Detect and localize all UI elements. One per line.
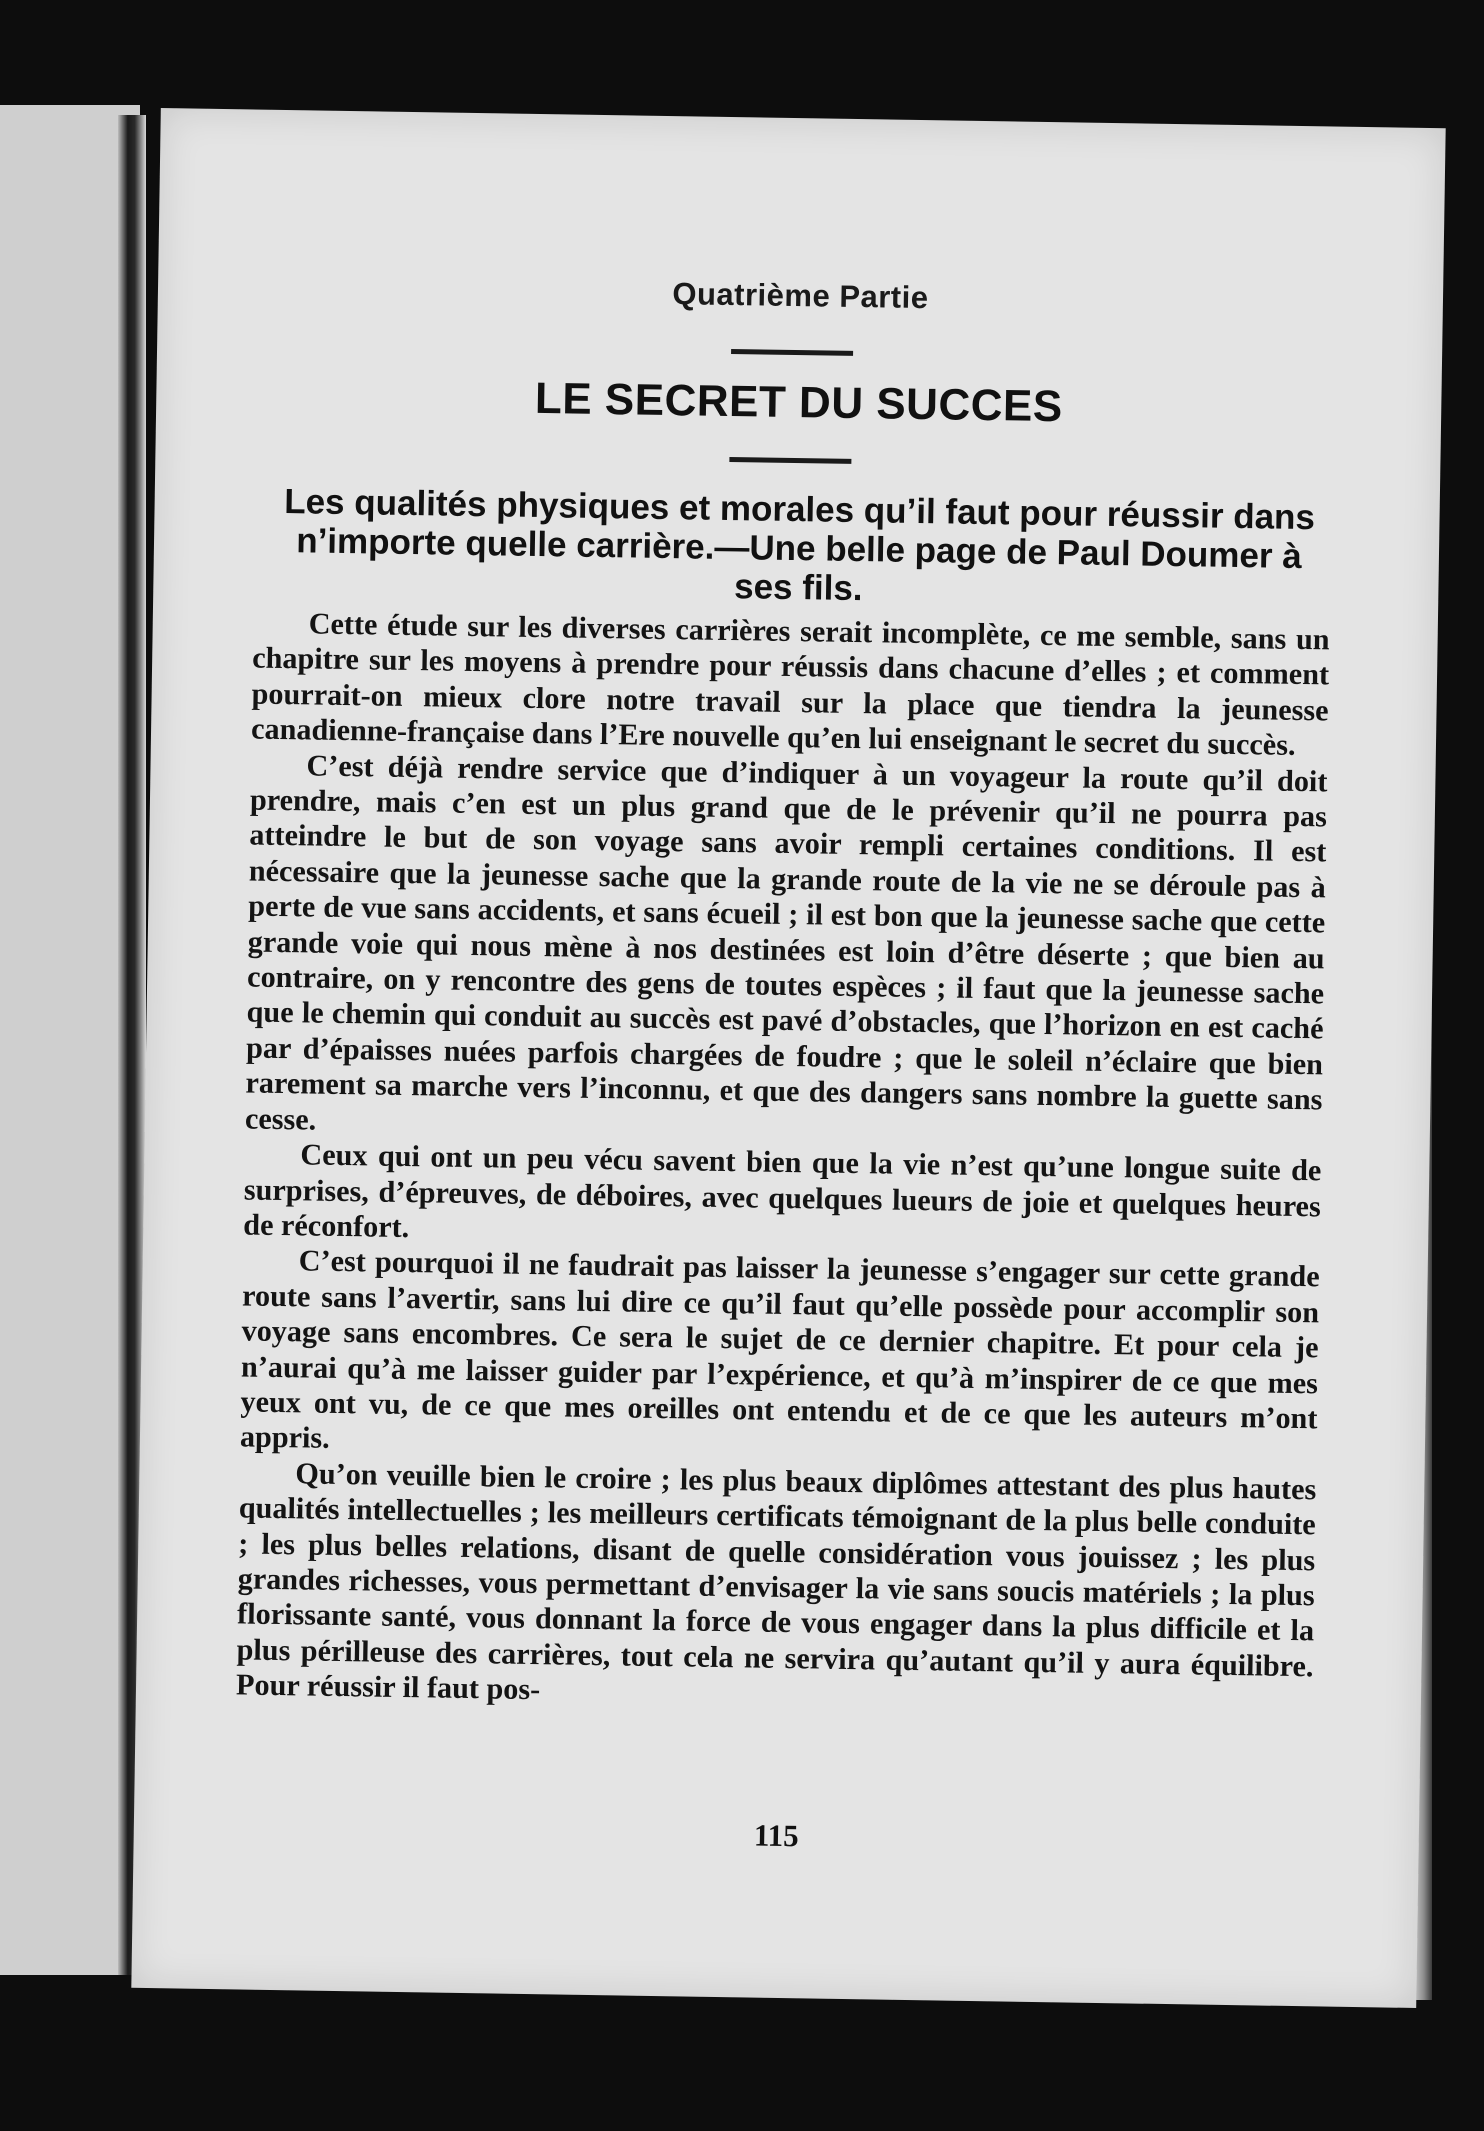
page-number: 115 [753,1817,799,1854]
body-text [236,606,1330,1720]
book-page [131,108,1445,2008]
paragraph: Qu’on veuille bien le croire ; les plus beaux diplômes attestant des plus hautes qualités intellectuelles ; les meilleurs certificats témoignant de la plus belle conduite ; les plus belles relations, disant de quelle considération vous jouissez ; les plus grandes richesses, vous permettant d’envisager la vie sans soucis matériels ; la plus florissante santé, vous donnant la force de vous engager dans la plus difficile et la plus périlleuse des carrières, tout cela ne servira qu’autant qu’il y aura équilibre. Pour réussir il faut pos- [235,1456,1317,1707]
chapter-subtitle: Les qualités physiques et morales qu’il faut pour réussir dans n’importe quelle carrière.—Une belle page de Paul Doumer à ses fils. [283,482,1316,609]
bottom-divider-rule [729,457,851,464]
part-heading: Quatrième Partie [672,276,929,316]
paragraph: Cette étude sur les diverses carrières serait incomplète, ce me semble, sans un chapitre sur les moyens à prendre pour réussis dans chacune d’elles ; et comment pourrait-on mieux clore notre travail sur la place que tiendra la jeunesse canadienne-française dans l’Ere nouvelle qu’en lui enseignant le secret du succès. [250,606,1330,763]
paragraph: C’est déjà rendre service que d’indiquer à un voyageur la route qu’il doit prendre, mais c’en est un plus grand que de le prévenir qu’il ne pourra pas atteindre le but de son voyage sans avoir rempli certaines conditions. Il est nécessaire que la jeunesse sache que la grande route de la vie ne se déroule pas à perte de vue sans accidents, et sans écueil ; il est bon que la jeunesse sache que cette grande voie qui nous mène à nos destinées est loin d’être déserte ; que bien au contraire, on y rencontre des gens de toutes espèces ; il faut que la jeunesse sache que le chemin qui conduit au succès est pavé d’obstacles, que l’horizon en est caché par d’épaisses nuées parfois chargées de foudre ; que le soleil n’éclaire que bien rarement sa marche vers l’inconnu, et que des dangers sans nombre la guette sans cesse. [244,748,1328,1137]
chapter-title: LE SECRET DU SUCCES [534,373,1064,432]
top-divider-rule [731,349,853,356]
paragraph: C’est pourquoi il ne faudrait pas laisser la jeunesse s’engager sur cette grande route sans l’avertir, sans lui dire ce qu’il faut qu’elle possède pour accomplir son voyage sans encombres. Ce sera le sujet de ce dernier chapitre. Et pour cela je n’aurai qu’à me laisser guider par l’expérience, et qu’à m’inspirer de ce que mes yeux ont vu, de ce que mes oreilles ont entendu et de ce que les auteurs m’ont appris. [239,1243,1320,1456]
paragraph: Ceux qui ont un peu vécu savent bien que la vie n’est qu’une longue suite de surprises, d’épreuves, de déboires, avec quelques lueurs de joie et quelques heures de réconfort. [243,1137,1322,1244]
